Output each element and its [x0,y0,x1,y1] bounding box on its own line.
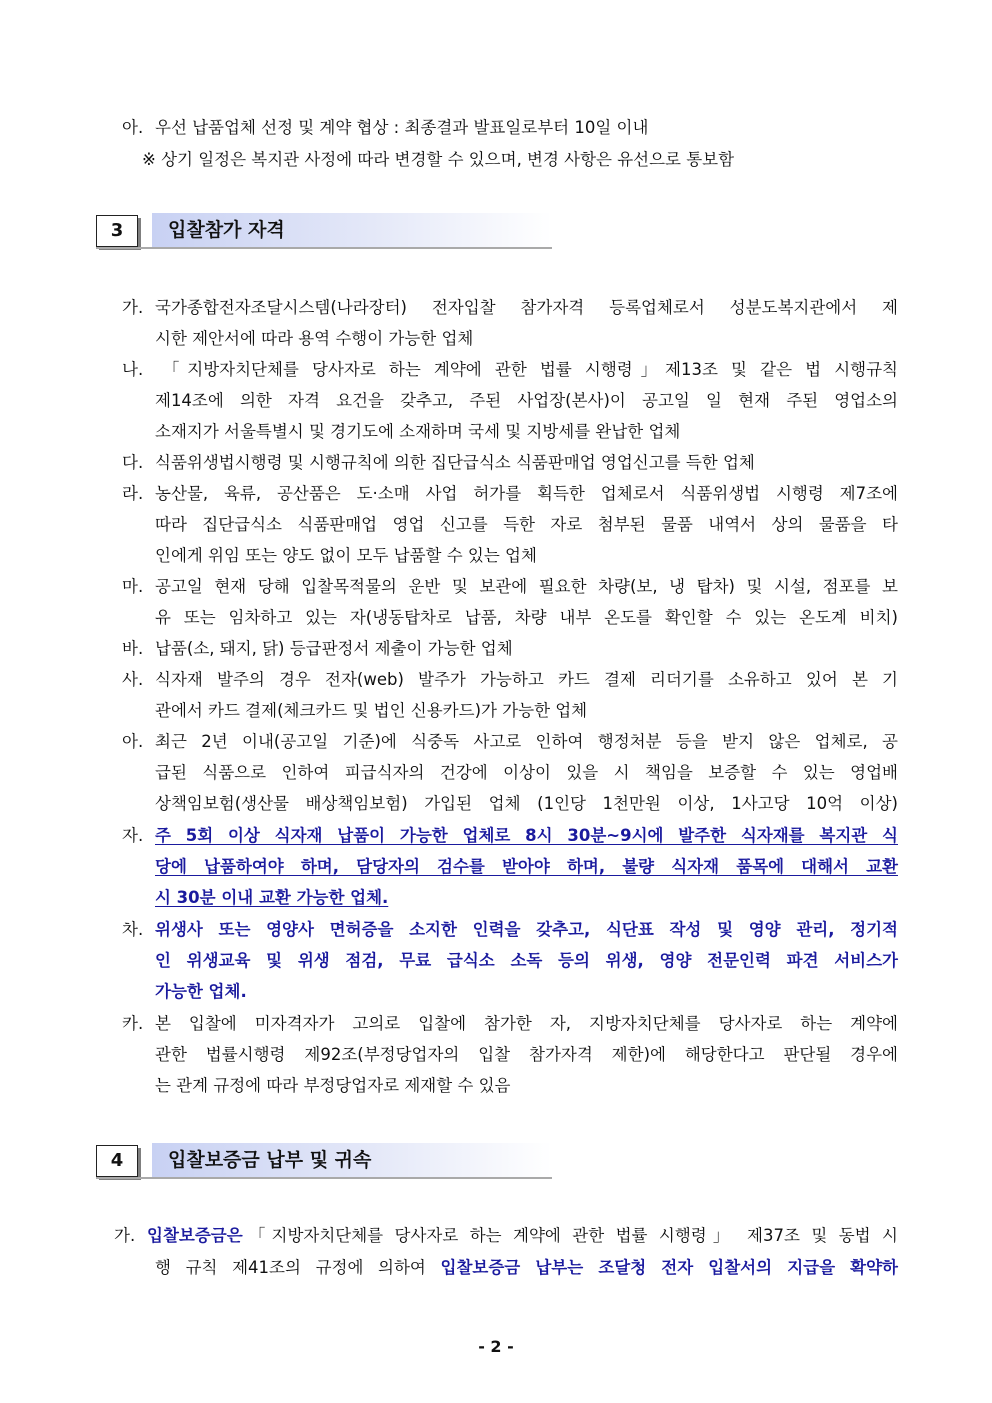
item-line: 소재지가 서울특별시 및 경기도에 소재하며 국세 및 지방세를 완납한 업체 [155,422,681,441]
qualification-item-cha [122,919,898,941]
item-label: 카. [122,1014,144,1033]
item-line: 관한 법률시행령 제92조(부정당업자의 입찰 참가자격 제한)에 해당한다고 판단될 경우에 [155,1045,898,1064]
item-text: 행 규칙 제41조의 규정에 의하여 [155,1258,426,1277]
item-emphasis: 입찰보증금 납부는 조달청 전자 입찰서의 지급을 확약하 [440,1258,898,1277]
item-line: 농산물, 육류, 공산품은 도·소매 사업 허가를 획득한 업체로서 식품위생법 시행령 제7조에 [155,484,898,503]
item-line: 가능한 업체. [155,982,247,1001]
item-text: 「지방자치단체를 당사자로 하는 계약에 관한 법률 시행령」 제37조 및 동법 시 [242,1226,898,1245]
item-line: 제14조에 의한 자격 요건을 갖추고, 주된 사업장(본사)이 공고일 일 현재 주된 영업소의 [155,391,898,410]
item-label: 마. [122,577,144,596]
item-label: 아. [122,118,144,137]
item-line: 납품(소, 돼지, 닭) 등급판정서 제출이 가능한 업체 [155,639,513,658]
qualification-item-ra [122,483,898,505]
qualification-item-ga [122,297,898,319]
item-line: 식자재 발주의 경우 전자(web) 발주가 가능하고 카드 결제 리더기를 소유하고 있어 본 기 [155,670,898,689]
item-line: 국가종합전자조달시스템(나라장터) 전자입찰 참가자격 등록업체로서 성분도복지관에서 제 [155,298,898,317]
item-line: 는 관계 규정에 따라 부정당업자로 제재할 수 있음 [155,1076,511,1095]
schedule-item-a [122,117,898,139]
item-line: 본 입찰에 미자격자가 고의로 입찰에 참가한 자, 지방자치단체를 당사자로 하는 계약에 [155,1014,898,1033]
item-label: 가. [122,298,144,317]
qualification-item-a [122,731,898,753]
item-line: 인 위생교육 및 위생 점검, 무료 급식소 소독 등의 위생, 영양 전문인력 파견 서비스가 [155,951,898,970]
qualification-item-ka [122,1013,898,1035]
deposit-item-line [155,1257,898,1279]
item-line: 유 또는 임차하고 있는 자(냉동탑차로 납품, 차량 내부 온도를 확인할 수 있는 온도계 비치) [155,608,898,627]
qualification-item-sa [122,669,898,691]
item-line: 당에 납품하여야 하며, 담당자의 검수를 받아야 하며, 불량 식자재 품목에 대해서 교환 [155,857,898,876]
item-line: 관에서 카드 결제(체크카드 및 법인 신용카드)가 가능한 업체 [155,701,588,720]
qualification-item-ba [122,638,898,660]
section-number: 4 [96,1145,138,1177]
item-line: 시 30분 이내 교환 가능한 업체. [155,888,389,907]
item-line: 주 5회 이상 식자재 납품이 가능한 업체로 8시 30분~9시에 발주한 식자재를 복지관 식 [155,826,898,845]
item-label: 자. [122,826,144,845]
item-line: 상책임보험(생산물 배상책임보험) 가입된 업체 (1인당 1천만원 이상, 1사고당 10억 이상) [155,794,898,813]
section-number: 3 [96,215,138,247]
deposit-item-ga [114,1225,898,1247]
item-line: 위생사 또는 영양사 면허증을 소지한 인력을 갖추고, 식단표 작성 및 영양 관리, 정기적 [155,920,898,939]
item-line: 「지방자치단체를 당사자로 하는 계약에 관한 법률 시행령」제13조 및 같은 법 시행규칙 [155,360,898,379]
item-label: 나. [122,360,144,379]
item-line: 급된 식품으로 인하여 피급식자의 건강에 이상이 있을 시 책임을 보증할 수 있는 영업배 [155,763,898,782]
qualification-item-ja [122,825,898,847]
item-line: 따라 집단급식소 식품판매업 영업 신고를 득한 자로 첨부된 물품 내역서 상의 물품을 타 [155,515,898,534]
item-emphasis: 입찰보증금은 [147,1226,243,1245]
section-divider [96,1177,552,1179]
section-title: 입찰보증금 납부 및 귀속 [152,1143,552,1177]
item-line: 식품위생법시행령 및 시행규칙에 의한 집단급식소 식품판매업 영업신고를 득한 업체 [155,453,755,472]
item-label: 바. [122,639,144,658]
section-divider [96,247,552,249]
item-label: 다. [122,453,144,472]
item-label: 차. [122,920,144,939]
qualification-item-ma [122,576,898,598]
item-line: 최근 2년 이내(공고일 기준)에 식중독 사고로 인하여 행정처분 등을 받지 않은 업체로, 공 [155,732,898,751]
item-text: 우선 납품업체 선정 및 계약 협상 : 최종결과 발표일로부터 10일 이내 [155,118,649,137]
qualification-item-na [122,359,898,381]
qualification-item-da [122,452,898,474]
item-label: 사. [122,670,144,689]
item-line: 인에게 위임 또는 양도 없이 모두 납품할 수 있는 업체 [155,546,537,565]
section-title: 입찰참가 자격 [152,213,552,247]
item-line: 시한 제안서에 따라 용역 수행이 가능한 업체 [155,329,474,348]
item-line: 공고일 현재 당해 입찰목적물의 운반 및 보관에 필요한 차량(보, 냉 탑차) 및 시설, 점포를 보 [155,577,898,596]
page-number: - 2 - [478,1337,514,1356]
schedule-note: ※ 상기 일정은 복지관 사정에 따라 변경할 수 있으며, 변경 사항은 유선으로 통보함 [142,150,735,169]
item-label: 가. [114,1226,136,1245]
item-label: 아. [122,732,144,751]
item-label: 라. [122,484,144,503]
